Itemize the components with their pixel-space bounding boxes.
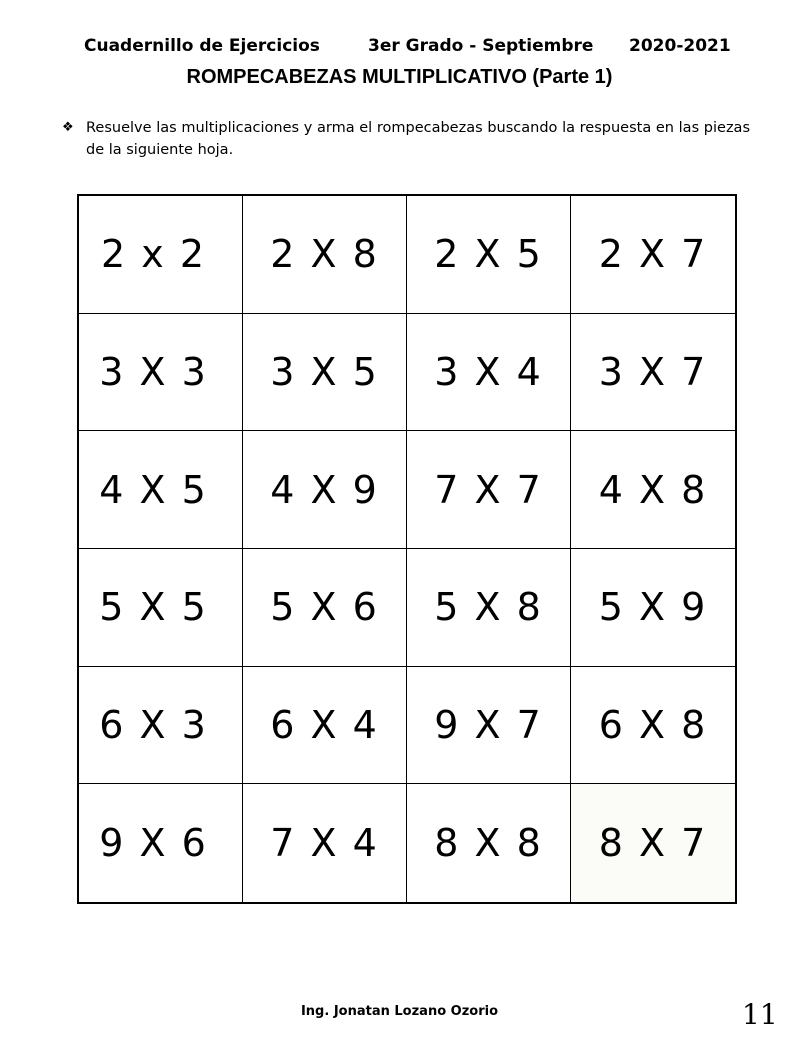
puzzle-cell: 8 X 7 <box>571 784 735 902</box>
puzzle-cell: 7 X 7 <box>407 431 571 549</box>
diamond-bullet-icon: ❖ <box>62 120 74 135</box>
puzzle-cell: 3 X 3 <box>79 314 243 432</box>
puzzle-cell: 6 X 4 <box>243 667 407 785</box>
puzzle-cell: 2 X 8 <box>243 196 407 314</box>
puzzle-cell: 6 X 3 <box>79 667 243 785</box>
puzzle-cell: 5 X 8 <box>407 549 571 667</box>
worksheet-header <box>84 36 744 60</box>
puzzle-cell: 5 X 5 <box>79 549 243 667</box>
grade-month: 3er Grado - Septiembre <box>368 36 594 56</box>
puzzle-cell: 9 X 7 <box>407 667 571 785</box>
puzzle-cell: 6 X 8 <box>571 667 735 785</box>
puzzle-cell: 3 X 5 <box>243 314 407 432</box>
author-credit: Ing. Jonatan Lozano Ozorio <box>300 1004 499 1019</box>
puzzle-cell: 5 X 6 <box>243 549 407 667</box>
puzzle-cell: 4 X 9 <box>243 431 407 549</box>
puzzle-cell: 7 X 4 <box>243 784 407 902</box>
puzzle-cell: 2 X 7 <box>571 196 735 314</box>
puzzle-cell: 4 X 8 <box>571 431 735 549</box>
puzzle-grid <box>77 194 737 904</box>
workbook-title: Cuadernillo de Ejercicios <box>84 36 320 56</box>
puzzle-cell: 2 X 5 <box>407 196 571 314</box>
page-number: 11 <box>742 998 778 1031</box>
puzzle-cell: 2 x 2 <box>79 196 243 314</box>
school-year: 2020-2021 <box>629 36 731 56</box>
puzzle-cell: 4 X 5 <box>79 431 243 549</box>
page-title: ROMPECABEZAS MULTIPLICATIVO (Parte 1) <box>186 66 613 88</box>
puzzle-cell: 8 X 8 <box>407 784 571 902</box>
puzzle-cell: 3 X 7 <box>571 314 735 432</box>
instruction-text: Resuelve las multiplicaciones y arma el rompecabezas buscando la respuesta en las piezas de la siguiente hoja. <box>86 120 750 158</box>
puzzle-cell: 9 X 6 <box>79 784 243 902</box>
puzzle-cell: 5 X 9 <box>571 549 735 667</box>
puzzle-cell: 3 X 4 <box>407 314 571 432</box>
